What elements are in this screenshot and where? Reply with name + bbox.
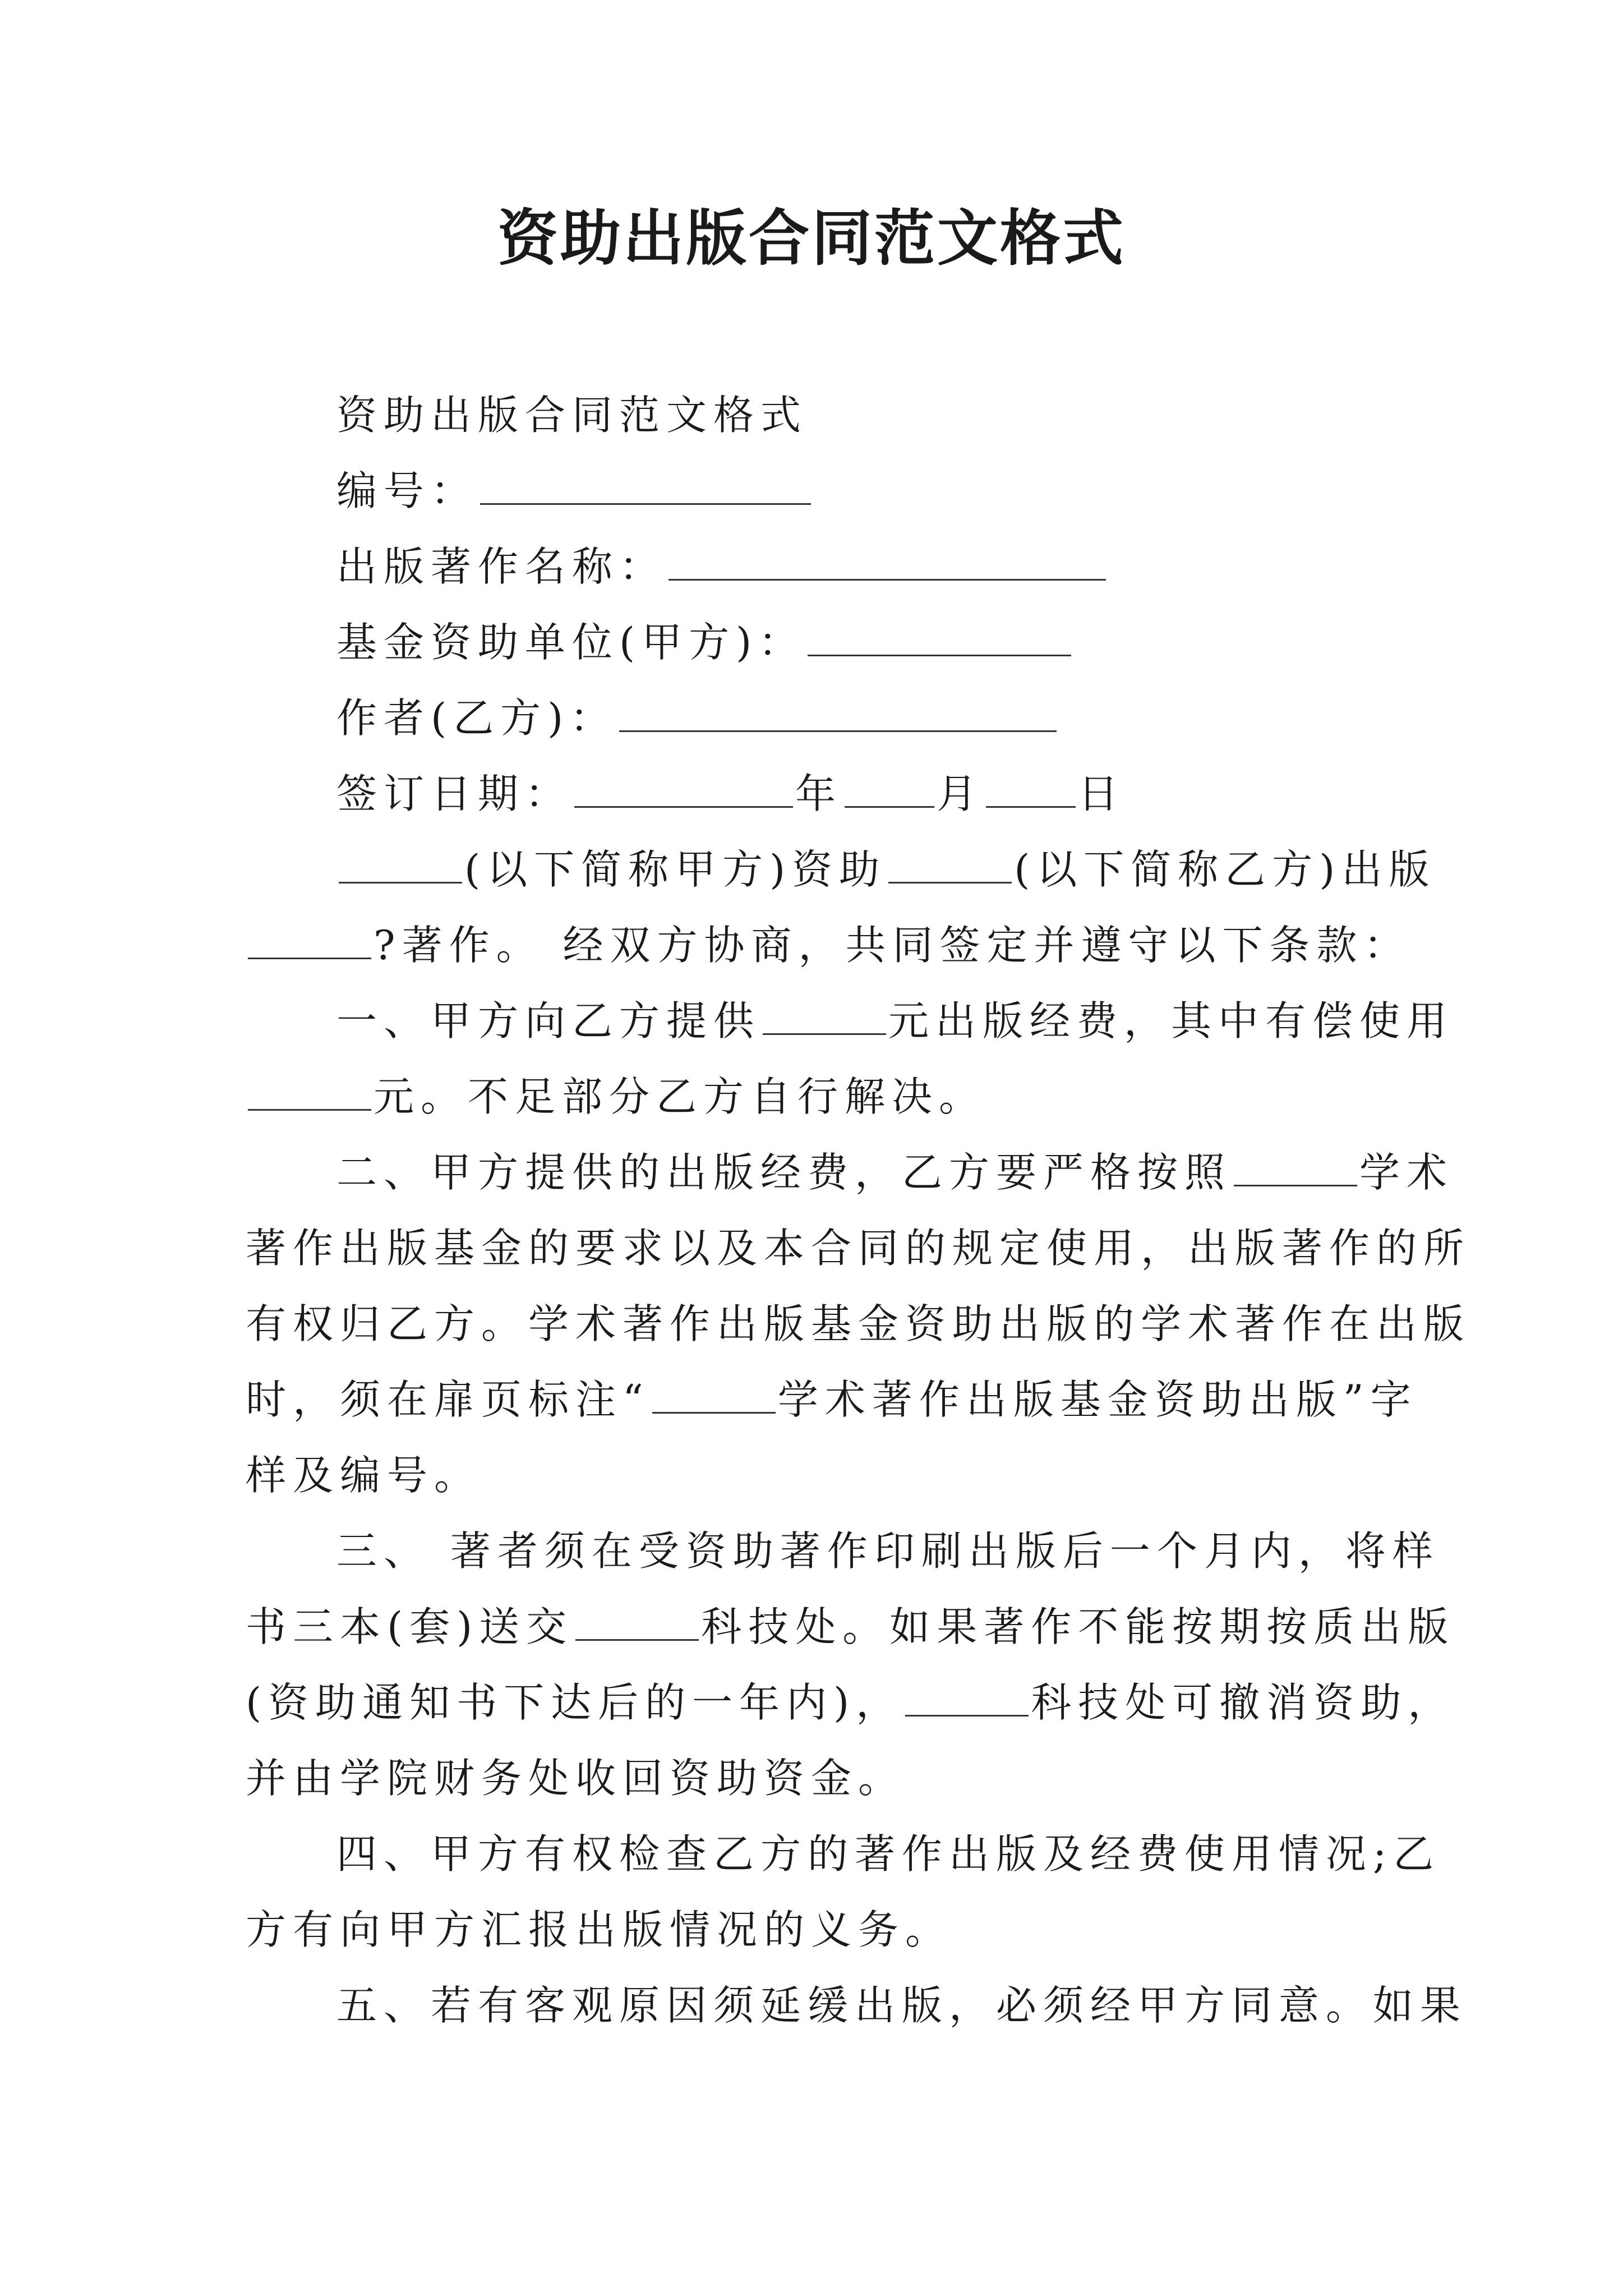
year-label: 年 — [795, 770, 843, 817]
author-blank — [619, 696, 1057, 732]
work-title-blank — [668, 544, 1106, 581]
month-label: 月 — [937, 770, 984, 817]
field-date — [336, 766, 1125, 822]
field-funder — [336, 614, 1073, 670]
clause-3-dept-blank — [575, 1604, 699, 1641]
clause-1-text-b: 元出版经费，其中有偿使用 — [888, 997, 1454, 1045]
field-author — [336, 690, 1059, 746]
clause-4-line-1: 四、甲方有权检查乙方的著作出版及经费使用情况;乙 — [336, 1830, 1441, 1878]
clause-3-text-d: (资助通知书下达后的一年内)， — [246, 1679, 903, 1726]
clause-1-paid-blank — [248, 1074, 371, 1111]
clause-2-line-1 — [336, 1144, 1454, 1200]
clause-3-text-b: 书三本(套)送交 — [246, 1603, 574, 1650]
field-work-title — [336, 539, 1108, 595]
work-title-label: 出版著作名称： — [336, 543, 667, 590]
number-label: 编号： — [336, 467, 478, 514]
document-subtitle: 资助出版合同范文格式 — [336, 392, 808, 439]
clause-3-line-2 — [246, 1599, 1455, 1655]
field-number — [336, 463, 813, 519]
intro-text-b: (以下简称乙方)出版 — [1014, 846, 1436, 893]
clause-5-line-1: 五、若有客观原因须延缓出版，必须经甲方同意。如果 — [336, 1982, 1468, 2029]
day-blank — [986, 771, 1076, 808]
clause-1-text-c: 元。不足部分乙方自行解决。 — [374, 1073, 986, 1120]
work-name-blank — [248, 923, 371, 959]
clause-1-text-a: 一、甲方向乙方提供 — [336, 997, 761, 1045]
clause-4-line-2: 方有向甲方汇报出版情况的义务。 — [246, 1906, 953, 1953]
number-blank — [480, 468, 811, 505]
clause-2-text-a: 二、甲方提供的出版经费，乙方要严格按照 — [336, 1149, 1232, 1196]
date-label: 签订日期： — [336, 770, 573, 817]
month-blank — [845, 771, 934, 808]
clause-2-text-f: 学术著作出版基金资助出版”字 — [777, 1376, 1418, 1423]
clause-3-text-e: 科技处可撤消资助， — [1031, 1679, 1455, 1726]
intro-text-c: ?著作。 经双方协商，共同签定并遵守以下条款： — [374, 922, 1411, 969]
day-label: 日 — [1078, 770, 1126, 817]
clause-2-line-3: 有权归乙方。学术著作出版基金资助出版的学术著作在出版 — [246, 1300, 1471, 1347]
clause-2-fund-blank — [1234, 1150, 1357, 1186]
author-label: 作者(乙方)： — [336, 694, 617, 742]
clause-3-line-3 — [246, 1674, 1455, 1731]
intro-line-2 — [246, 917, 1411, 973]
funder-label: 基金资助单位(甲方)： — [336, 619, 806, 666]
clause-2-mark-blank — [652, 1377, 776, 1414]
clause-1-amount-blank — [763, 999, 886, 1035]
clause-3-dept-blank-2 — [905, 1680, 1029, 1717]
clause-2-text-e: 时，须在扉页标注“ — [246, 1376, 650, 1423]
clause-1-line-2 — [246, 1069, 986, 1125]
funder-blank — [808, 620, 1071, 656]
author-name-blank — [888, 847, 1012, 884]
clause-1-line-1 — [336, 993, 1454, 1049]
clause-3-line-1: 三、 著者须在受资助著作印刷出版后一个月内，将样 — [336, 1527, 1440, 1575]
clause-2-line-4 — [246, 1372, 1418, 1428]
document-title: 资助出版合同范文格式 — [497, 203, 1126, 274]
year-blank — [574, 771, 793, 808]
clause-2-text-b: 学术 — [1359, 1149, 1454, 1196]
clause-3-line-4: 并由学院财务处收回资助资金。 — [246, 1755, 906, 1802]
clause-2-line-2: 著作出版基金的要求以及本合同的规定使用，出版著作的所 — [246, 1225, 1471, 1272]
intro-line-1 — [336, 841, 1436, 898]
clause-3-text-c: 科技处。如果著作不能按期按质出版 — [701, 1603, 1455, 1650]
clause-2-line-5: 样及编号。 — [246, 1452, 482, 1499]
funder-name-blank — [339, 847, 462, 884]
intro-text-a: (以下简称甲方)资助 — [464, 846, 887, 893]
